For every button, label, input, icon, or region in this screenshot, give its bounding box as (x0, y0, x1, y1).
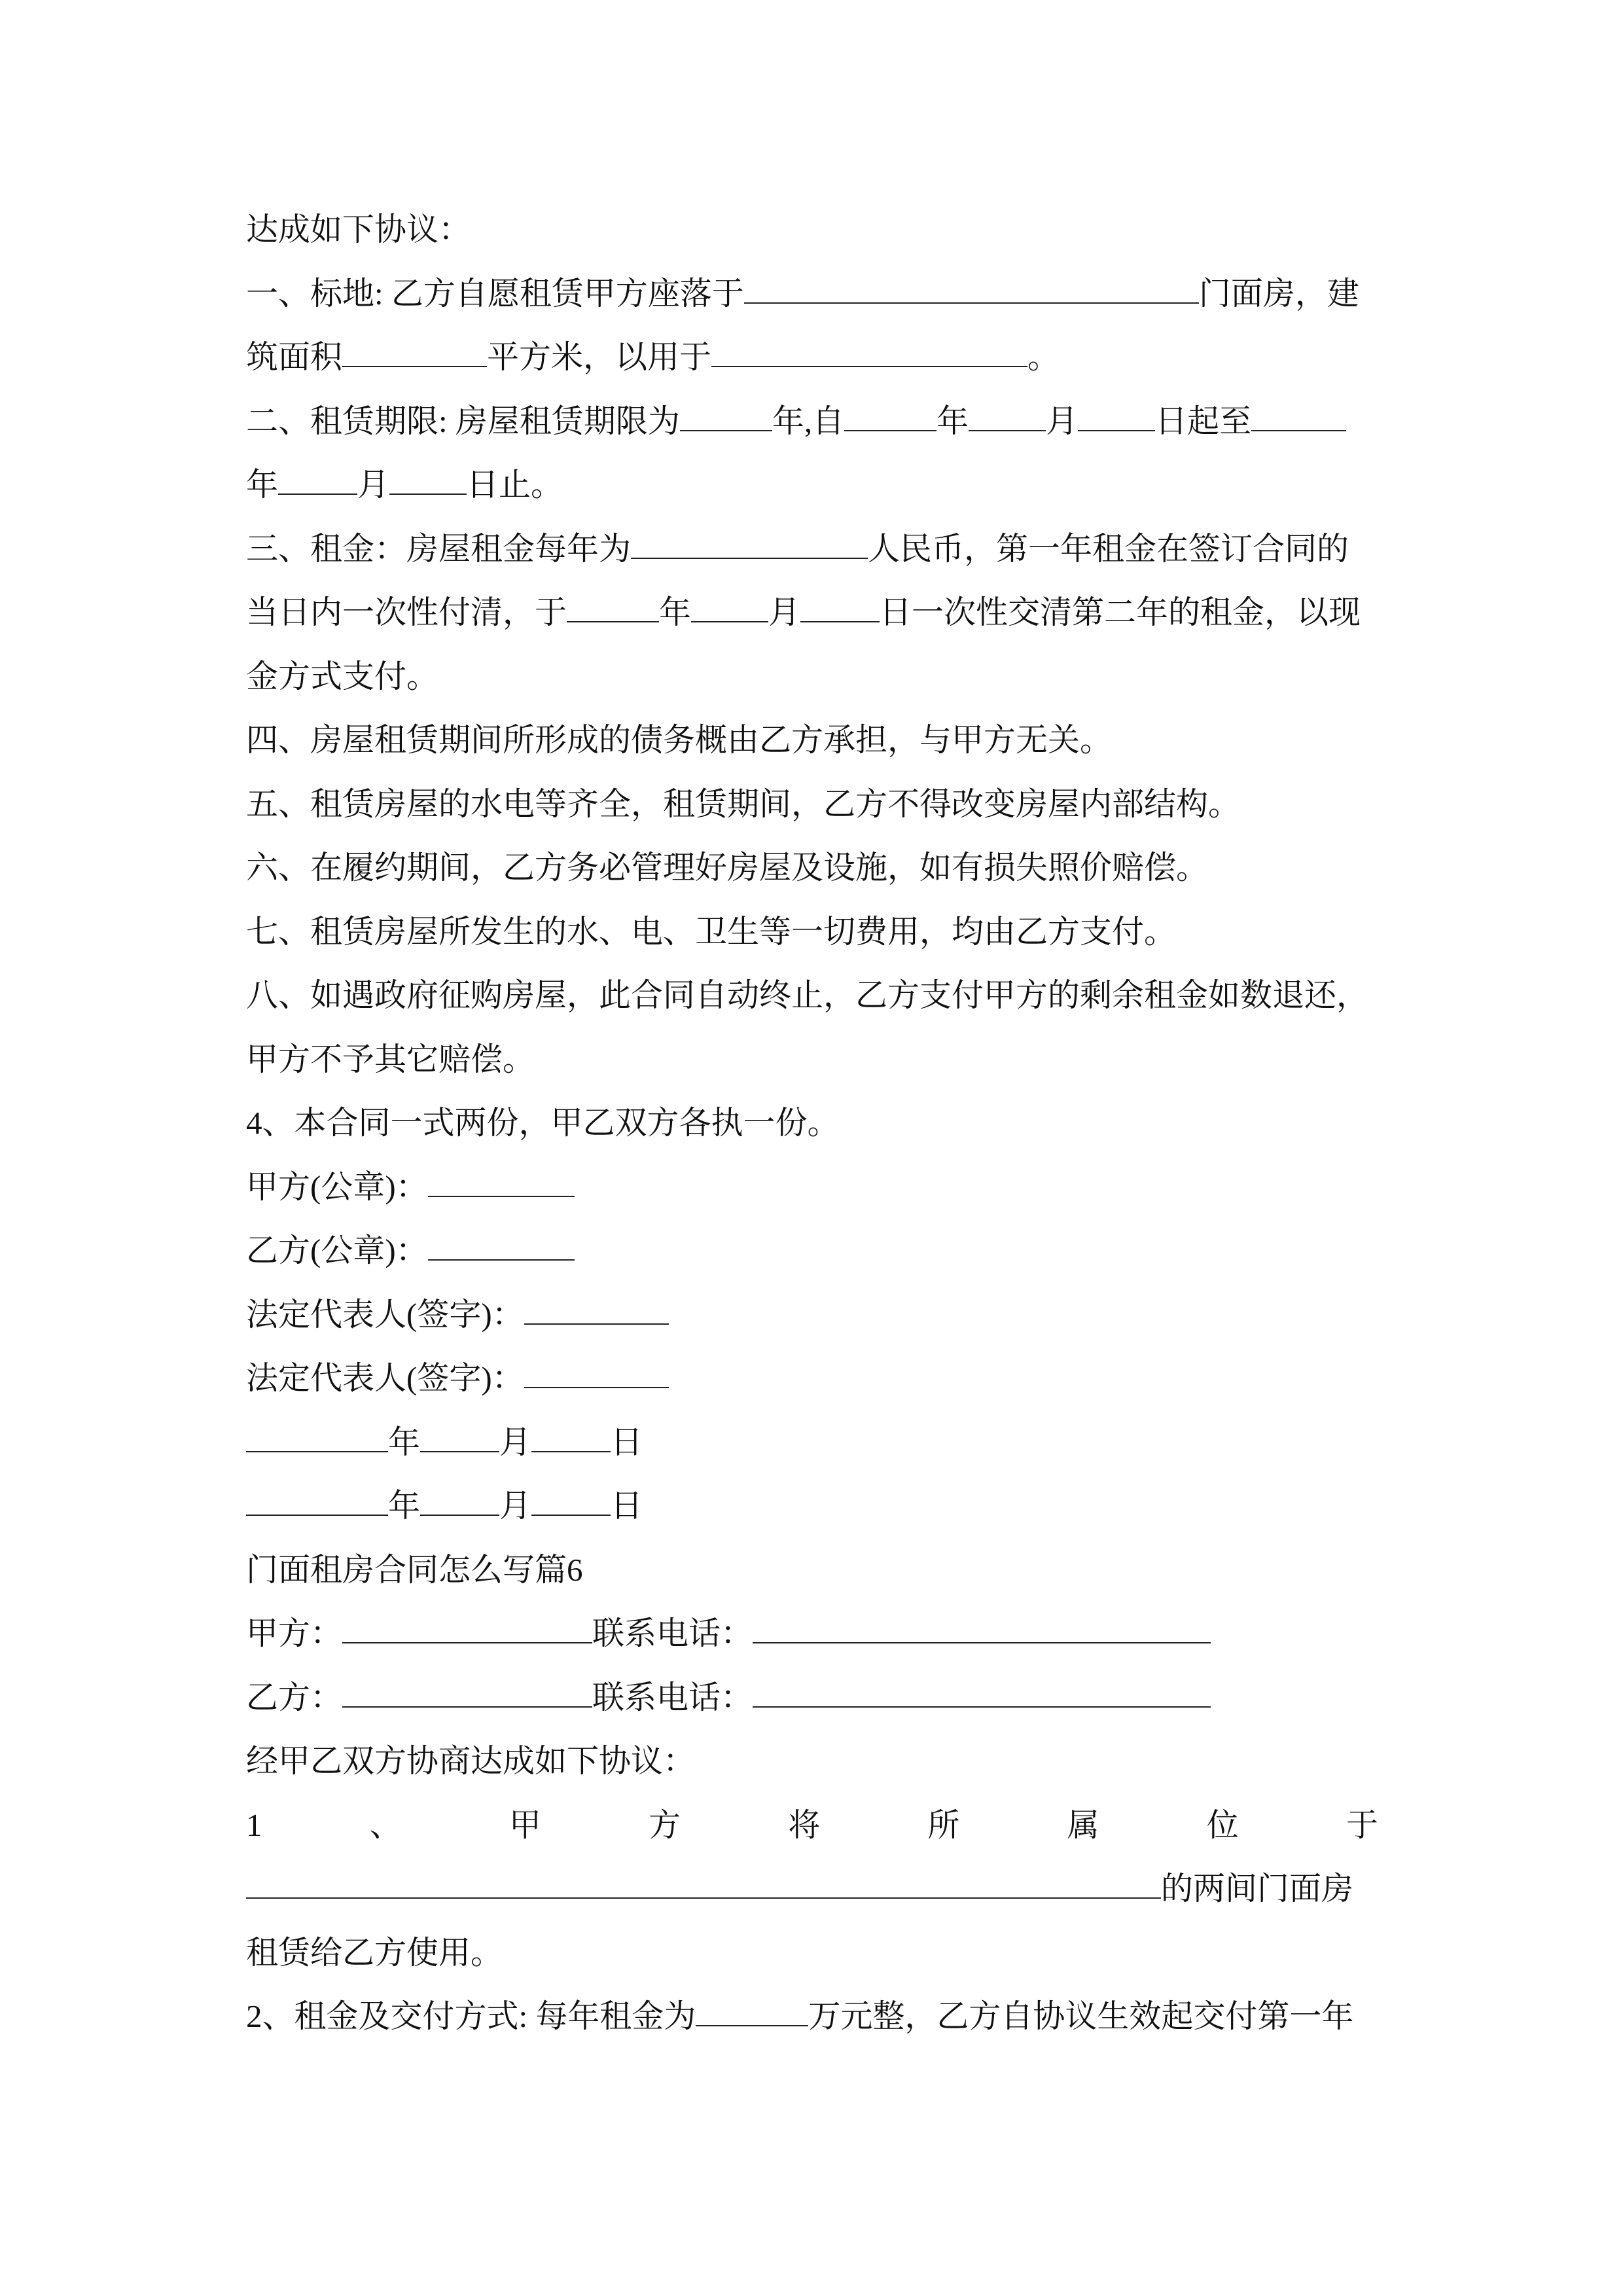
text: 万元整，乙方自协议生效起交付第一年 (808, 1998, 1354, 2034)
text-line (246, 581, 1378, 645)
text: 月 (499, 1488, 532, 1524)
signature-blank[interactable] (524, 1283, 669, 1325)
rep-signature-a (246, 1283, 1378, 1347)
area-blank[interactable] (342, 325, 487, 367)
text: 达成如下协议： (246, 211, 471, 247)
start-month-blank[interactable] (969, 389, 1046, 431)
start-day-blank[interactable] (1078, 389, 1155, 431)
text: 4、本合同一式两份，甲乙双方各执一份。 (246, 1105, 840, 1141)
start-year-blank[interactable] (844, 389, 936, 431)
text-line (246, 198, 1378, 262)
text: 三、租金：房屋租金每年为 (246, 530, 632, 567)
text: 七、租赁房屋所发生的水、电、卫生等一切费用，均由乙方支付。 (246, 913, 1177, 950)
text: 日 (611, 1424, 643, 1460)
rep-signature-b (246, 1346, 1378, 1410)
text: 年,自 (772, 403, 845, 439)
text: 乙方(公章)： (246, 1232, 428, 1268)
text-line (246, 1921, 1378, 1985)
text: 年 (388, 1424, 421, 1460)
text: 二、租赁期限: 房屋租赁期限为 (246, 403, 680, 439)
clause-6 (246, 836, 1378, 900)
year-blank[interactable] (246, 1474, 388, 1516)
party-a-name-blank[interactable] (342, 1602, 592, 1643)
text: 人民币，第一年租金在签订合同的 (868, 530, 1349, 567)
text: 月 (499, 1424, 532, 1460)
text: 甲方： (246, 1615, 343, 1651)
year-blank[interactable] (246, 1410, 388, 1452)
rent-amount-blank[interactable] (631, 517, 868, 559)
text: 甲方不予其它赔偿。 (246, 1041, 535, 1077)
text: 金方式支付。 (246, 658, 439, 694)
text: 八、如遇政府征购房屋，此合同自动终止，乙方支付甲方的剩余租金如数退还， (246, 977, 1369, 1013)
text: 年 (659, 594, 692, 630)
pay-year-blank[interactable] (567, 581, 659, 622)
end-day-blank[interactable] (389, 453, 467, 495)
text-line (246, 325, 1378, 389)
text: 2、租金及交付方式: 每年租金为 (246, 1998, 696, 2034)
text: 月 (1046, 403, 1079, 439)
property-location-blank[interactable] (246, 1857, 1161, 1899)
text: 年 (388, 1488, 421, 1524)
text: 经甲乙双方协商达成如下协议： (246, 1743, 696, 1779)
text: 当日内一次性付清，于 (246, 594, 567, 630)
text: 六、在履约期间，乙方务必管理好房屋及设施，如有损失照价赔偿。 (246, 850, 1209, 886)
date-line (246, 1474, 1378, 1538)
end-year-blank[interactable] (1251, 389, 1346, 431)
text: 日一次性交清第二年的租金，以现 (880, 594, 1361, 630)
clause-1-subject (246, 262, 1378, 326)
text: 联系电话： (592, 1679, 753, 1715)
text: 日 (611, 1488, 643, 1524)
day-blank[interactable] (531, 1410, 611, 1452)
text-line (246, 645, 1378, 709)
month-blank[interactable] (420, 1474, 499, 1516)
text: 日起至 (1155, 403, 1252, 439)
contract-document (246, 198, 1378, 2049)
text: 联系电话： (592, 1615, 753, 1651)
text: 的两间门面房 (1161, 1871, 1354, 1907)
text: 1 (246, 1806, 262, 1843)
party-b-phone-blank[interactable] (753, 1666, 1211, 1708)
day-blank[interactable] (531, 1474, 611, 1516)
month-blank[interactable] (420, 1410, 499, 1452)
text: 于 (1346, 1806, 1378, 1843)
signature-blank[interactable] (524, 1346, 669, 1388)
text-line (246, 1729, 1378, 1793)
text: 月 (357, 467, 390, 503)
party-b-name-blank[interactable] (342, 1666, 592, 1708)
clause-3-rent (246, 517, 1378, 581)
party-a-phone-blank[interactable] (753, 1602, 1211, 1643)
text: 日止。 (467, 467, 563, 503)
text: 五、租赁房屋的水电等齐全，租赁期间，乙方不得改变房屋内部结构。 (246, 785, 1241, 822)
text: 租赁给乙方使用。 (246, 1934, 503, 1971)
date-line (246, 1410, 1378, 1475)
party-b-line (246, 1666, 1378, 1730)
text: 法定代表人(签字)： (246, 1360, 524, 1396)
party-a-line (246, 1602, 1378, 1666)
text: 甲 (508, 1806, 541, 1843)
clause-2-payment (246, 1984, 1378, 2049)
clause-4 (246, 708, 1378, 772)
party-b-seal (246, 1219, 1378, 1283)
pay-day-blank[interactable] (800, 581, 880, 622)
text: 属 (1067, 1806, 1099, 1843)
term-years-blank[interactable] (680, 389, 772, 431)
end-month-blank[interactable] (278, 453, 357, 495)
text: 筑面积 (246, 339, 343, 375)
annual-rent-blank[interactable] (696, 1984, 808, 2026)
clause-2-term (246, 389, 1378, 454)
party-b-seal-blank[interactable] (428, 1219, 575, 1261)
text: 乙方： (246, 1679, 343, 1715)
location-blank[interactable] (744, 262, 1199, 304)
text: 法定代表人(签字)： (246, 1296, 524, 1333)
text: 所 (927, 1806, 960, 1843)
section-title (246, 1538, 1378, 1602)
text: 门面租房合同怎么写篇6 (246, 1551, 583, 1588)
clause-copies (246, 1091, 1378, 1155)
clause-8 (246, 963, 1378, 1028)
clause-1-spread (246, 1793, 1378, 1857)
party-a-seal-blank[interactable] (428, 1155, 575, 1197)
text: 位 (1206, 1806, 1239, 1843)
text: 、 (369, 1806, 402, 1843)
usage-blank[interactable] (711, 325, 1027, 367)
text-line (246, 453, 1378, 517)
text: 。 (1027, 339, 1060, 375)
text: 月 (768, 594, 801, 630)
text: 甲方(公章)： (246, 1168, 428, 1205)
text-line (246, 1028, 1378, 1092)
text-line (246, 1857, 1378, 1921)
text: 门面房，建 (1198, 275, 1359, 312)
text: 一、标地: 乙方自愿租赁甲方座落于 (246, 275, 744, 312)
text: 四、房屋租赁期间所形成的债务概由乙方承担，与甲方无关。 (246, 722, 1113, 758)
clause-7 (246, 900, 1378, 964)
party-a-seal (246, 1155, 1378, 1219)
clause-5 (246, 772, 1378, 836)
text: 方 (649, 1806, 681, 1843)
text: 将 (788, 1806, 821, 1843)
pay-month-blank[interactable] (691, 581, 768, 622)
text: 年 (936, 403, 969, 439)
text: 平方米，以用于 (487, 339, 712, 375)
text: 年 (246, 467, 279, 503)
